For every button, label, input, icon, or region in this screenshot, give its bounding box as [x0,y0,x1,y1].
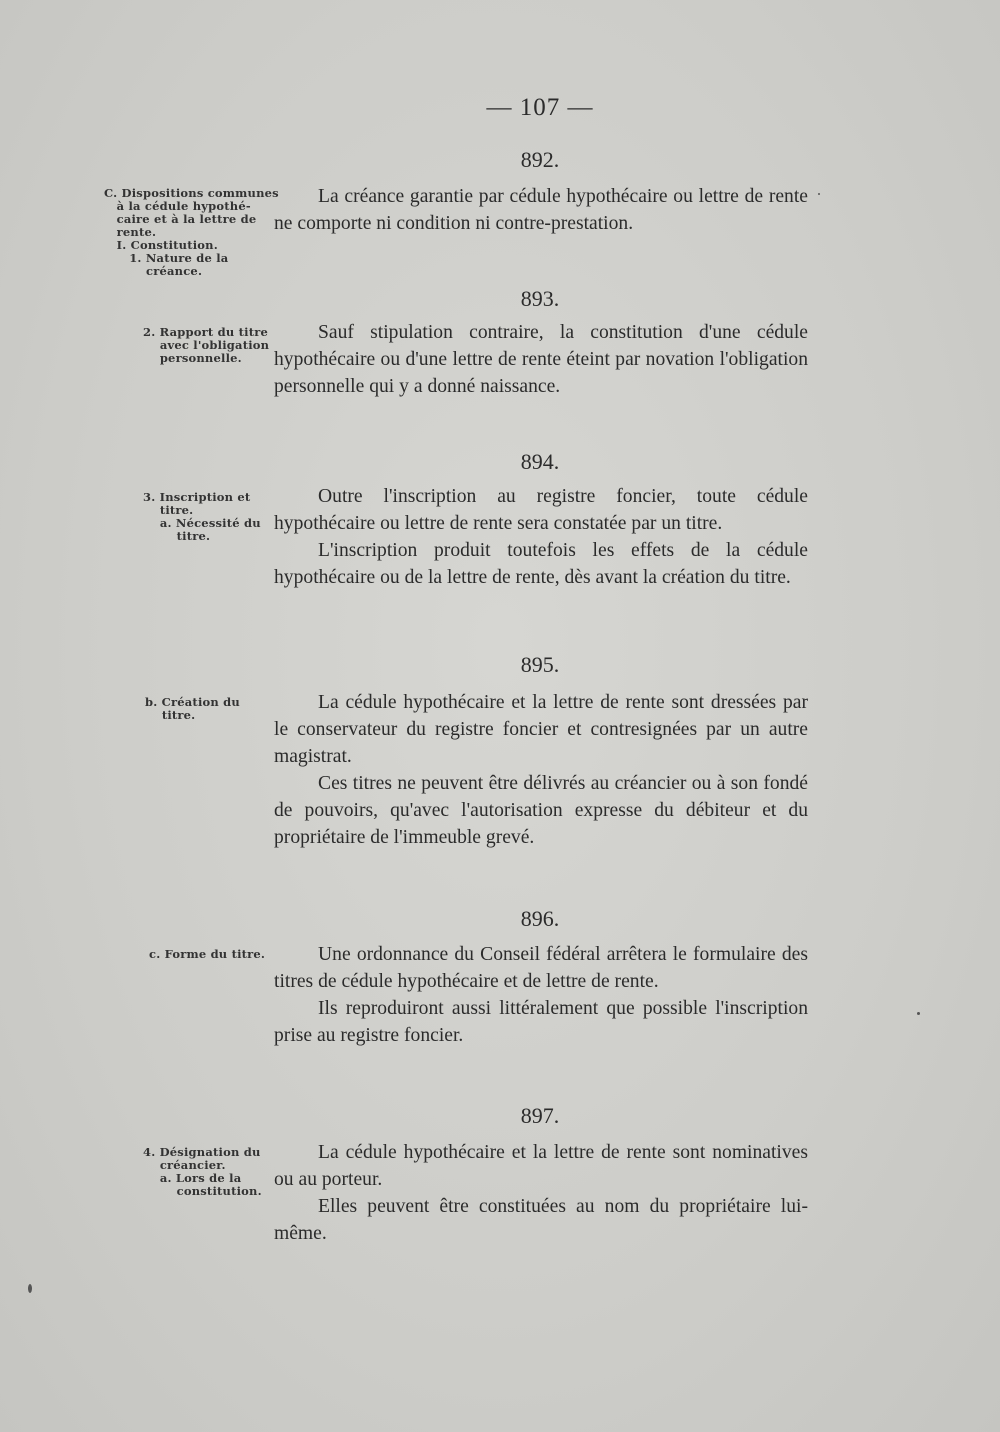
margin-note: 2. Rapport du titre avec l'obligation personnelle. [143,325,270,365]
article-number: 892. [520,147,560,172]
margin-note: C. Dispositions communes à la cédule hypothé- caire et à la lettre de rente. I. Constitution. 1. Nature de la créance. [104,186,279,278]
article-number: 893. [520,286,560,311]
article-body [274,1139,808,1247]
scan-speck [818,193,820,195]
article-paragraph: L'inscription produit toutefois les effets de la cédule hypothécaire ou de la lettre de rente, dès avant la création du titre. [274,540,808,588]
scan-speck [917,1012,920,1015]
margin-note: 3. Inscription et titre. a. Nécessité du titre. [143,490,261,543]
article-paragraph: Ils reproduiront aussi littéralement que possible l'inscription prise au registre foncier. [274,998,808,1046]
article-body [274,941,808,1049]
margin-note: c. Forme du titre. [149,947,266,961]
article-number: 896. [520,906,560,931]
margin-note: 4. Désignation du créancier. a. Lors de la constitution. [143,1145,262,1198]
article-body [274,483,808,591]
article-number: 897. [520,1103,560,1128]
article-paragraph: Elles peuvent être constituées au nom du propriétaire lui-même. [274,1196,808,1244]
article-paragraph: Ces titres ne peuvent être délivrés au créancier ou à son fondé de pouvoirs, qu'avec l'autorisation expresse du débiteur et du propriétaire de l'immeuble grevé. [274,773,808,848]
article-paragraph: Sauf stipulation contraire, la constitution d'une cédule hypothécaire ou d'une lettre de rente éteint par novation l'obligation personnelle qui y a donné naissance. [274,322,808,397]
article-paragraph: Outre l'inscription au registre foncier, toute cédule hypothécaire ou lettre de rente sera constatée par un titre. [274,486,808,534]
scan-speck [28,1284,32,1293]
article-body [274,183,808,237]
article-paragraph: La créance garantie par cédule hypothécaire ou lettre de rente ne comporte ni condition ni contre-prestation. [274,186,808,234]
margin-note: b. Création du titre. [145,695,240,722]
article-number: 895. [520,652,560,677]
article-body [274,689,808,851]
article-number: 894. [520,449,560,474]
article-paragraph: La cédule hypothécaire et la lettre de rente sont nominatives ou au porteur. [274,1142,808,1190]
page-number: — 107 — [486,94,594,121]
article-body [274,319,808,400]
article-paragraph: Une ordonnance du Conseil fédéral arrêtera le formulaire des titres de cédule hypothécaire et de lettre de rente. [274,944,808,992]
article-paragraph: La cédule hypothécaire et la lettre de rente sont dressées par le conservateur du registre foncier et contresignées par un autre magistrat. [274,692,808,767]
